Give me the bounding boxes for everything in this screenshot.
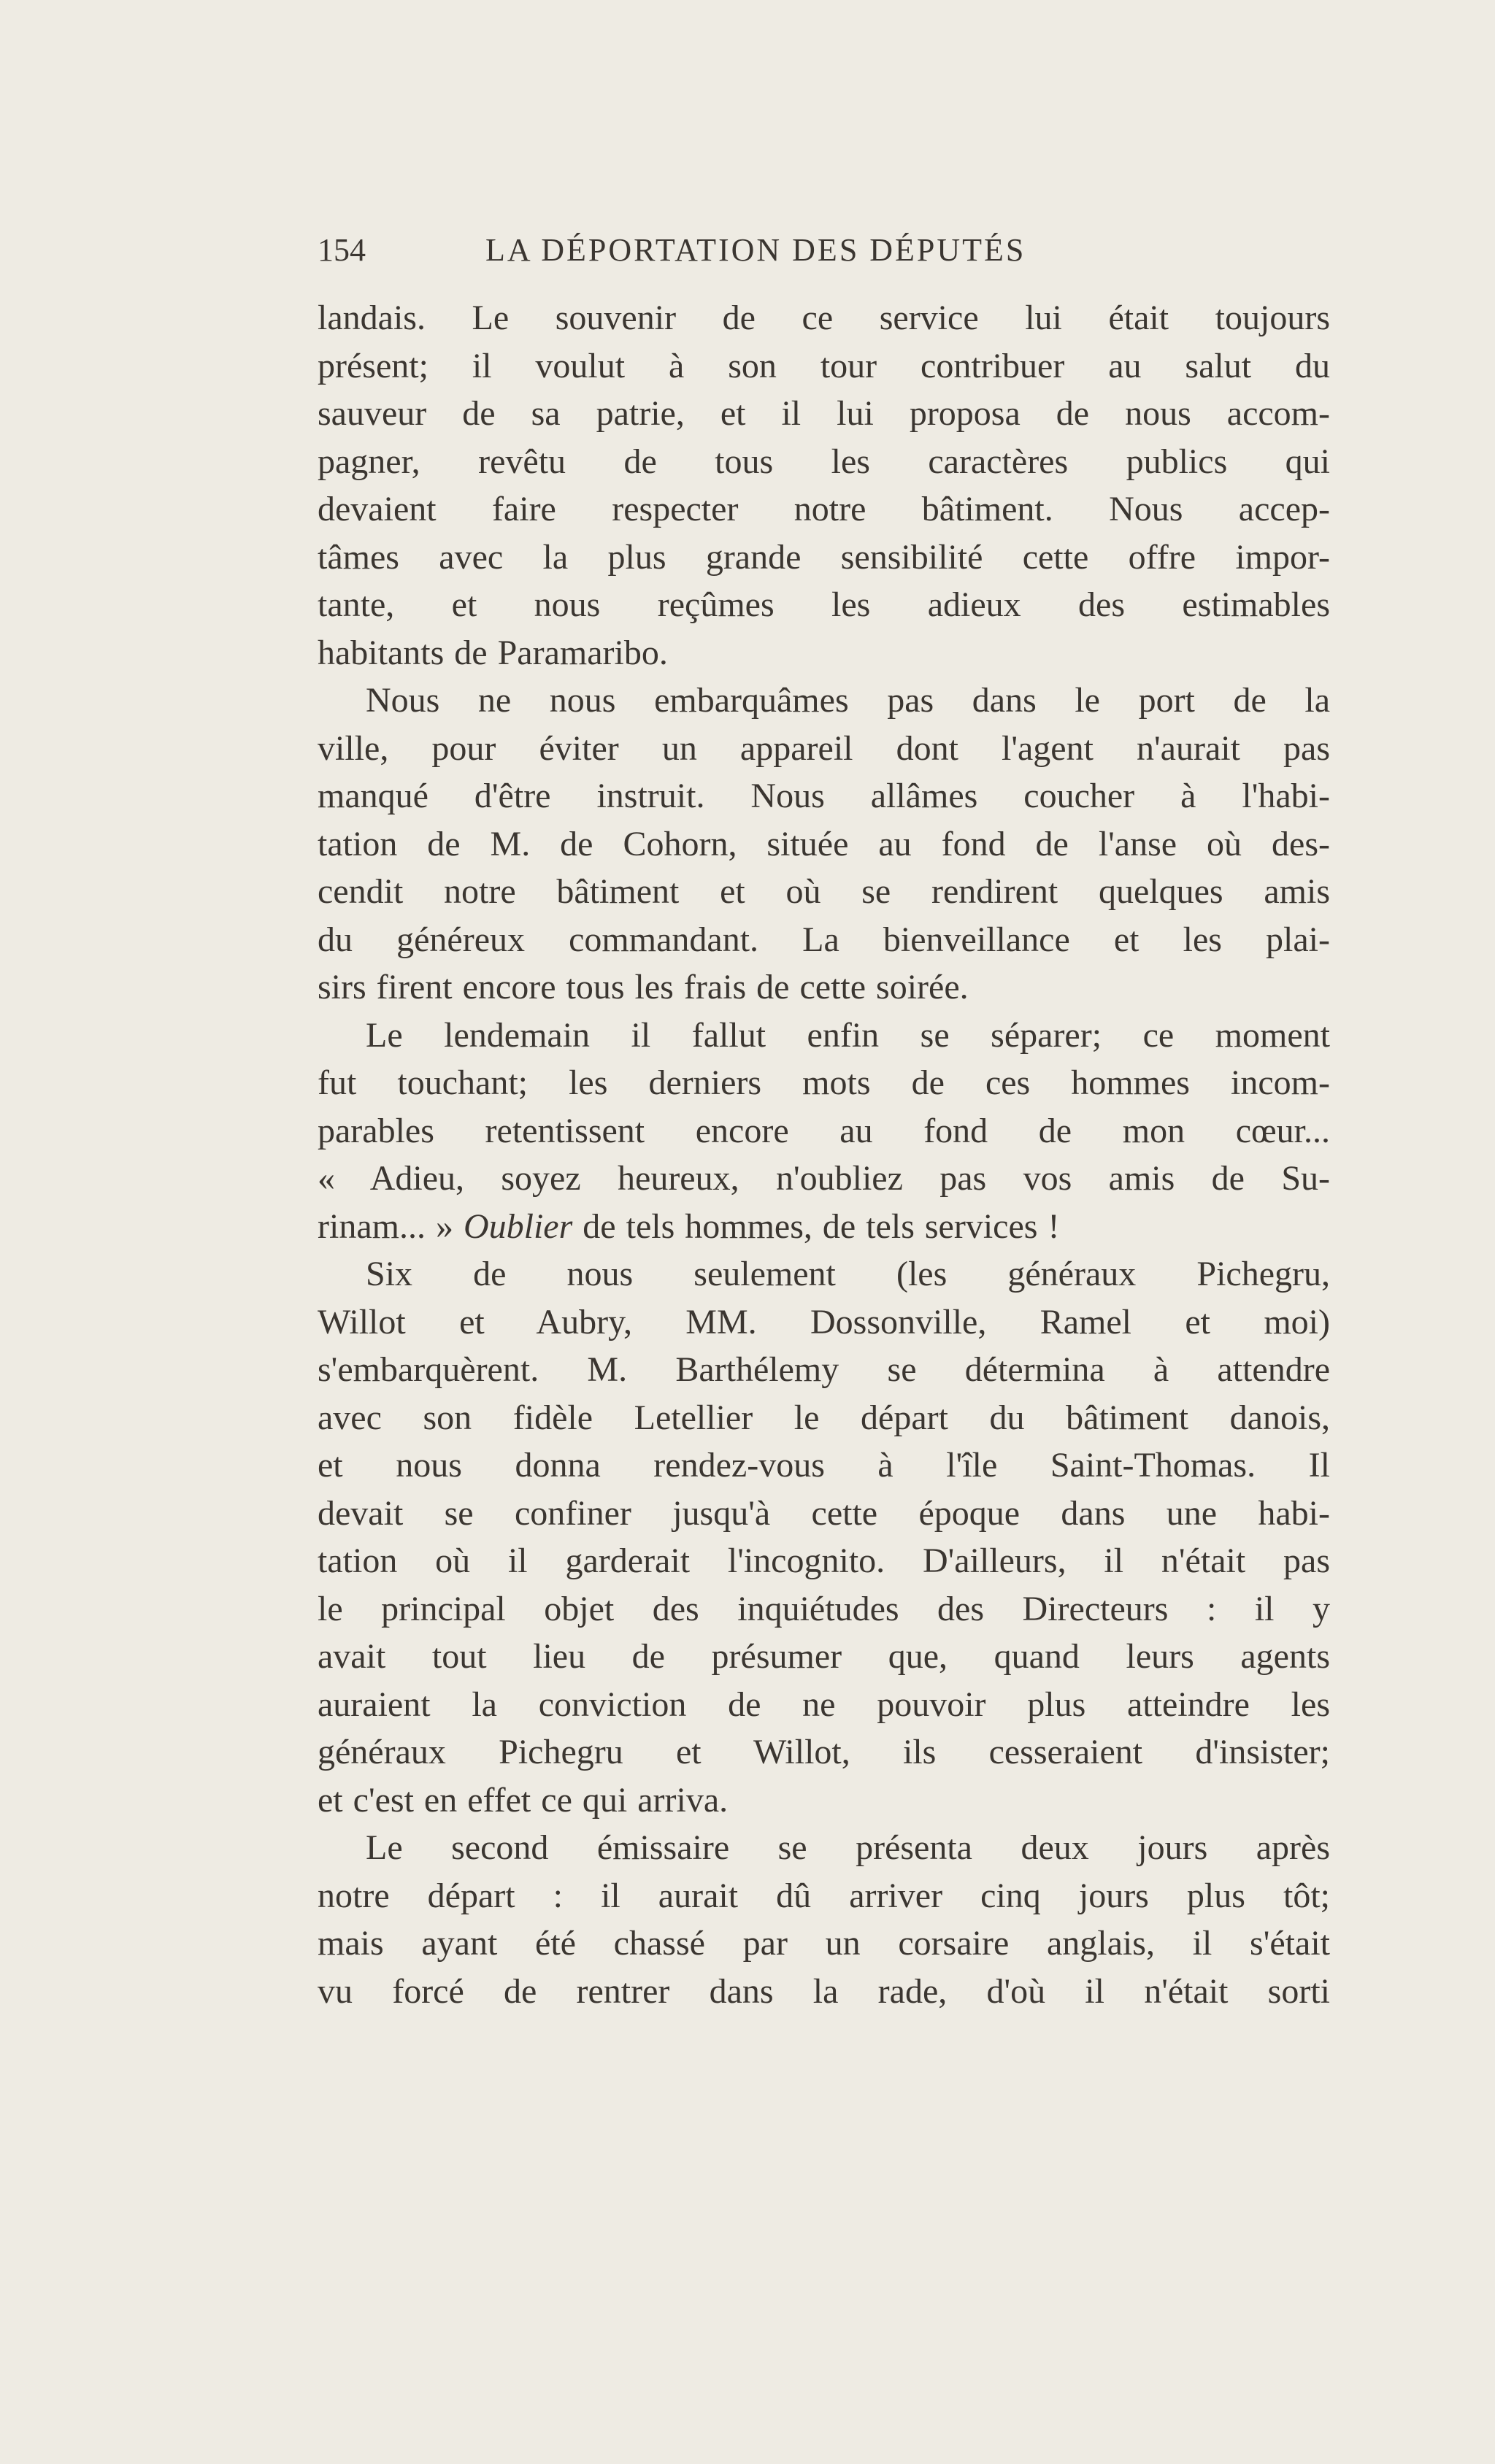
text-line xyxy=(318,1441,1330,1490)
line-text: mais ayant été chassé par un corsaire anglais, il s'était xyxy=(318,1924,1330,1963)
line-text: et c'est en effet ce qui arriva. xyxy=(318,1780,729,1820)
italic-text: Oublier xyxy=(463,1206,573,1246)
text-line xyxy=(318,772,1330,820)
text-line xyxy=(318,1107,1330,1155)
line-text: avec son fidèle Letellier le départ du bâtiment danois, xyxy=(318,1398,1330,1437)
text-line xyxy=(318,342,1330,390)
text-line xyxy=(318,438,1330,486)
line-text: pagner, revêtu de tous les caractères publics qui xyxy=(318,442,1330,481)
line-text: présent; il voulut à son tour contribuer au salut du xyxy=(318,346,1330,385)
page-number: 154 xyxy=(318,232,366,268)
text-line xyxy=(318,390,1330,438)
text-line xyxy=(318,916,1330,964)
text-line xyxy=(318,1824,1330,1872)
text-line xyxy=(318,1681,1330,1729)
line-text: généraux Pichegru et Willot, ils cesseraient d'insister; xyxy=(318,1733,1330,1771)
running-title: LA DÉPORTATION DES DÉPUTÉS xyxy=(485,232,1026,268)
line-text: devaient faire respecter notre bâtiment. Nous accep- xyxy=(318,490,1330,528)
line-text: tante, et nous reçûmes les adieux des estimables xyxy=(318,585,1330,624)
text-line xyxy=(318,1728,1330,1776)
text-line xyxy=(318,1585,1330,1633)
text-line xyxy=(318,868,1330,916)
text-line xyxy=(318,1872,1330,1920)
text-line xyxy=(318,1059,1330,1107)
line-text: manqué d'être instruit. Nous allâmes coucher à l'habi- xyxy=(318,777,1330,815)
text-line xyxy=(318,1968,1330,2016)
line-text: s'embarquèrent. M. Barthélemy se détermina à attendre xyxy=(318,1350,1330,1389)
text-line xyxy=(318,1633,1330,1681)
line-text: Nous ne nous embarquâmes pas dans le port de la xyxy=(366,681,1330,720)
text-line xyxy=(318,963,1330,1012)
text-line xyxy=(318,1346,1330,1394)
line-text: Willot et Aubry, MM. Dossonville, Ramel et moi) xyxy=(318,1302,1330,1341)
line-text: auraient la conviction de ne pouvoir plus atteindre les xyxy=(318,1685,1330,1724)
text-line xyxy=(318,1298,1330,1347)
text-line xyxy=(318,1012,1330,1060)
line-text: ville, pour éviter un appareil dont l'agent n'aurait pas xyxy=(318,728,1330,768)
line-text: sauveur de sa patrie, et il lui proposa de nous accom- xyxy=(318,394,1330,433)
line-text: et nous donna rendez-vous à l'île Saint-Thomas. Il xyxy=(318,1446,1330,1485)
line-text: vu forcé de rentrer dans la rade, d'où il n'était sorti xyxy=(318,1971,1330,2011)
line-text: rinam... » xyxy=(318,1206,464,1246)
line-text: tâmes avec la plus grande sensibilité cette offre impor- xyxy=(318,537,1330,577)
body-text xyxy=(318,294,1330,2015)
text-line xyxy=(318,725,1330,773)
line-text: tation de M. de Cohorn, située au fond de l'anse où des- xyxy=(318,824,1330,863)
text-line xyxy=(318,294,1330,342)
line-text: « Adieu, soyez heureux, n'oubliez pas vos amis de Su- xyxy=(318,1159,1330,1198)
line-text: avait tout lieu de présumer que, quand leurs agents xyxy=(318,1637,1330,1676)
text-line xyxy=(318,629,1330,677)
line-text: le principal objet des inquiétudes des Directeurs : il y xyxy=(318,1589,1330,1628)
text-line xyxy=(318,677,1330,725)
text-line xyxy=(318,581,1330,629)
text-line xyxy=(318,1203,1330,1251)
text-line xyxy=(318,485,1330,534)
text-line xyxy=(318,1250,1330,1298)
line-text: fut touchant; les derniers mots de ces hommes incom- xyxy=(318,1063,1330,1102)
text-line xyxy=(318,1920,1330,1968)
text-line xyxy=(318,1394,1330,1442)
line-text: Le lendemain il fallut enfin se séparer; ce moment xyxy=(366,1015,1330,1055)
text-line xyxy=(318,1776,1330,1825)
line-text: landais. Le souvenir de ce service lui était toujours xyxy=(318,299,1330,337)
line-text: tation où il garderait l'incognito. D'ailleurs, il n'était pas xyxy=(318,1541,1330,1580)
line-text: de tels hommes, de tels services ! xyxy=(572,1206,1060,1246)
line-text: notre départ : il aurait dû arriver cinq jours plus tôt; xyxy=(318,1876,1330,1915)
line-text: devait se confiner jusqu'à cette époque dans une habi- xyxy=(318,1493,1330,1533)
running-header xyxy=(318,223,1330,274)
text-line xyxy=(318,1537,1330,1585)
text-line xyxy=(318,820,1330,869)
line-text: parables retentissent encore au fond de mon cœur... xyxy=(318,1111,1330,1150)
line-text: habitants de Paramaribo. xyxy=(318,633,668,672)
text-line xyxy=(318,1155,1330,1203)
text-line xyxy=(318,534,1330,582)
line-text: sirs firent encore tous les frais de cette soirée. xyxy=(318,968,969,1006)
text-line xyxy=(318,1490,1330,1538)
line-text: Six de nous seulement (les généraux Pichegru, xyxy=(366,1255,1330,1293)
line-text: du généreux commandant. La bienveillance et les plai- xyxy=(318,920,1330,959)
line-text: cendit notre bâtiment et où se rendirent quelques amis xyxy=(318,872,1330,911)
line-text: Le second émissaire se présenta deux jours après xyxy=(366,1828,1330,1867)
